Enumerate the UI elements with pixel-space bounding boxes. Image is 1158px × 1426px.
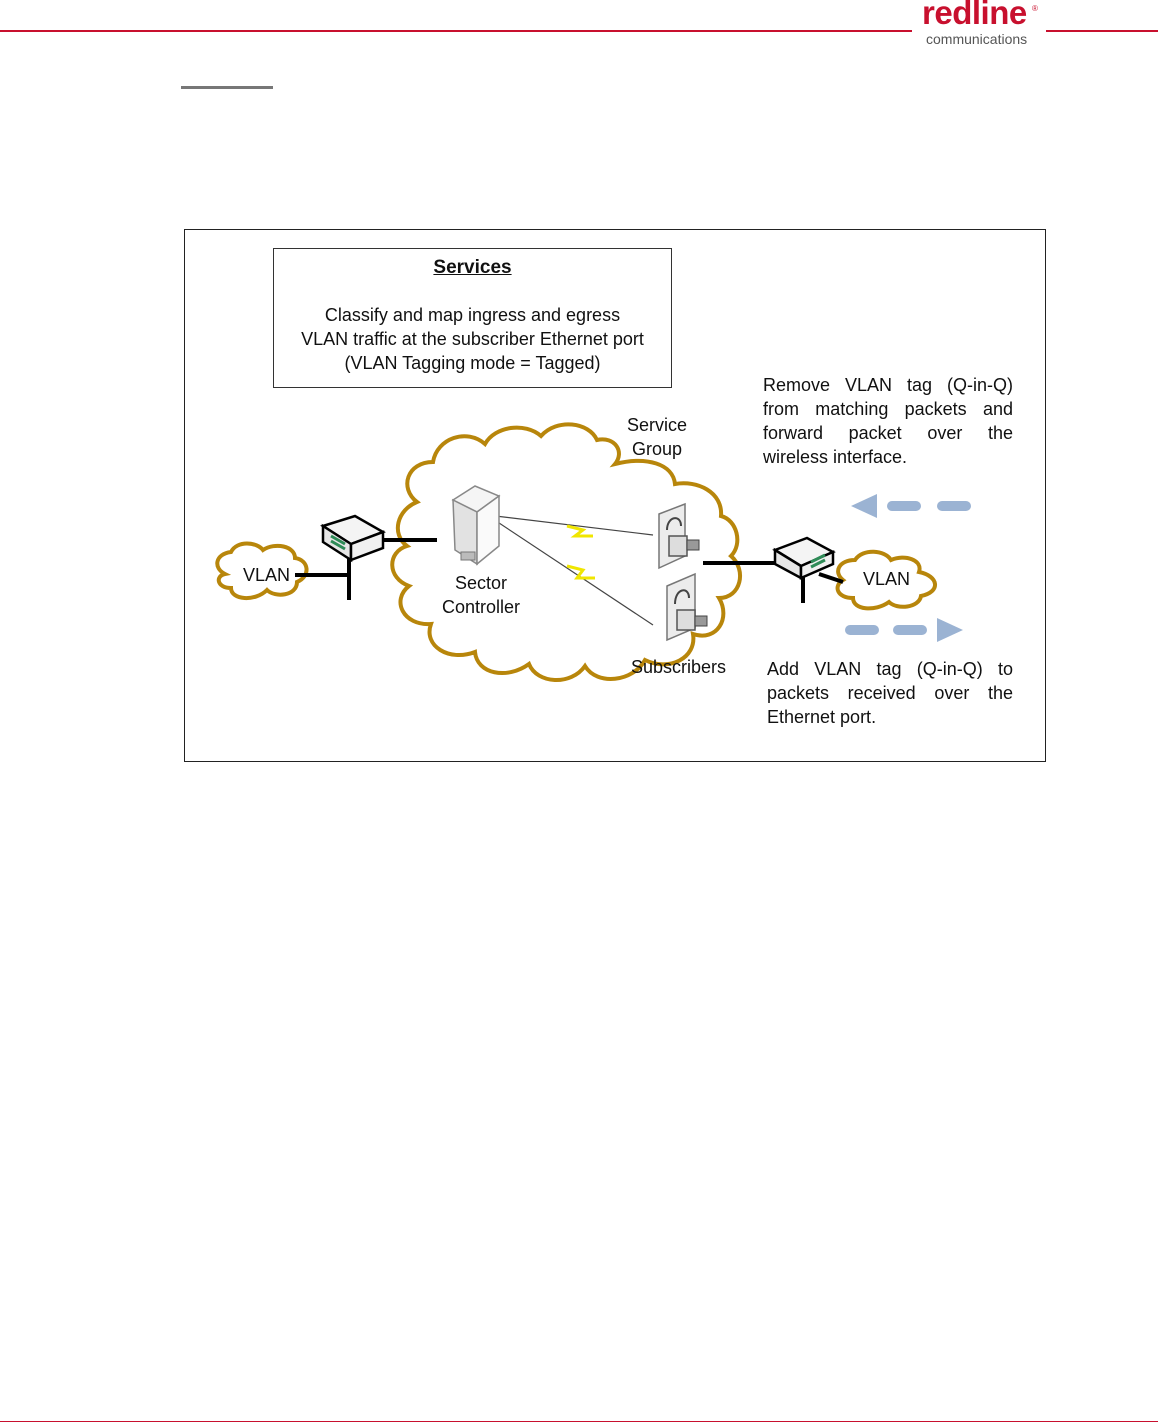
logo-tagline: communications bbox=[926, 31, 1028, 47]
services-line-2: VLAN traffic at the subscriber Ethernet port bbox=[301, 329, 644, 349]
service-group-label-2: Group bbox=[631, 439, 683, 459]
services-title: Services bbox=[433, 257, 512, 278]
header-rule-left bbox=[0, 30, 912, 32]
arrow-right-icon bbox=[845, 618, 963, 642]
subscriber-antenna-icon-2 bbox=[667, 574, 707, 640]
sector-controller-label-2: Controller bbox=[441, 597, 521, 617]
add-tag-note-3: Ethernet port. bbox=[767, 707, 877, 727]
subscribers-label: Subscribers bbox=[631, 657, 727, 677]
remove-tag-note-3: forward packet over the bbox=[763, 423, 1013, 443]
service-group-cloud bbox=[392, 424, 740, 680]
switch-icon-right bbox=[775, 538, 833, 578]
logo-registered-mark: ® bbox=[1032, 4, 1038, 13]
remove-tag-note-4: wireless interface. bbox=[763, 447, 908, 467]
add-tag-note-2: packets received over the bbox=[767, 683, 1013, 703]
arrow-left-icon bbox=[851, 494, 971, 518]
switch-icon-left bbox=[323, 516, 383, 560]
remove-tag-note-2: from matching packets and bbox=[763, 399, 1013, 419]
add-tag-note-1: Add VLAN tag (Q-in-Q) to bbox=[767, 659, 1013, 679]
service-group-label-1: Service bbox=[626, 415, 688, 435]
header-rule-right bbox=[1046, 30, 1158, 32]
services-box bbox=[273, 248, 672, 388]
logo-wordmark: redline bbox=[922, 0, 1027, 31]
services-line-3: (VLAN Tagging mode = Tagged) bbox=[344, 353, 601, 373]
remove-tag-note-1: Remove VLAN tag (Q-in-Q) bbox=[763, 375, 1013, 395]
vlan-services-diagram bbox=[184, 229, 1046, 762]
redline-logo bbox=[916, 0, 1042, 48]
services-line-1: Classify and map ingress and egress bbox=[324, 305, 621, 325]
sector-antenna-icon bbox=[453, 486, 499, 564]
footer-rule bbox=[0, 1421, 1158, 1422]
subscriber-antenna-icon bbox=[659, 504, 699, 568]
vlan-right-label: VLAN bbox=[863, 569, 911, 589]
sector-controller-label-1: Sector bbox=[454, 573, 508, 593]
section-underline bbox=[181, 86, 273, 89]
vlan-left-label: VLAN bbox=[243, 565, 291, 585]
